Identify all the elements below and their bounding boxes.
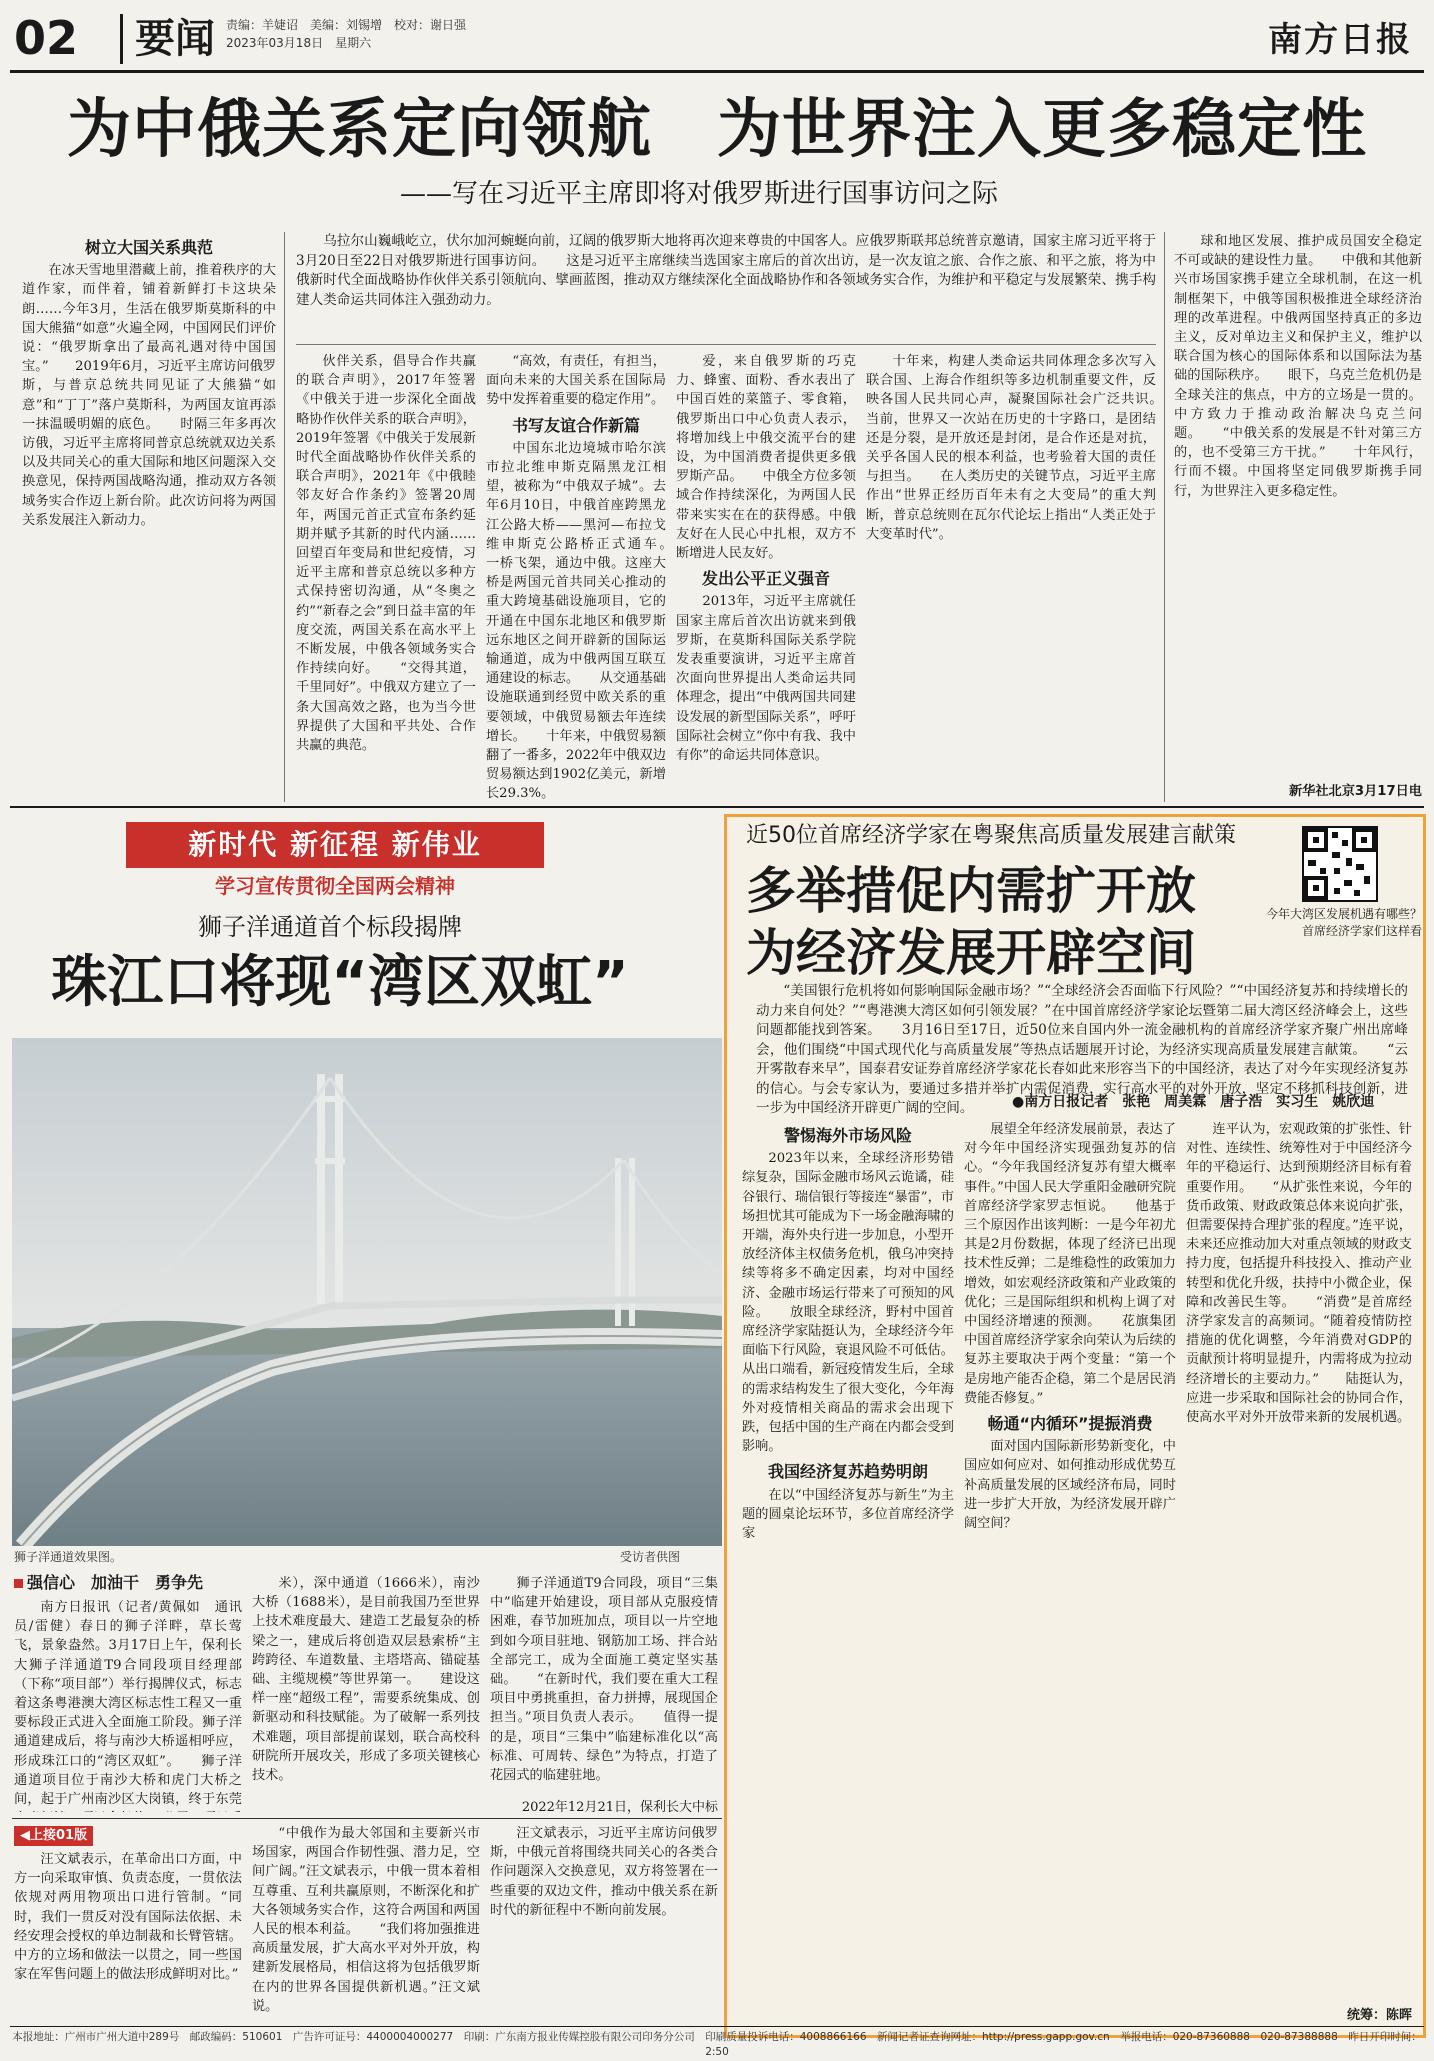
econ-title xyxy=(746,860,1286,984)
bridge-kicker: 狮子洋通道首个标段揭牌 xyxy=(198,913,462,941)
lead-col-4 xyxy=(676,352,856,802)
jump-label[interactable]: ◀上接01版 xyxy=(14,1826,93,1846)
divider xyxy=(1164,232,1165,802)
qr-code-icon[interactable] xyxy=(1302,826,1378,902)
econ-col1-heading: 警惕海外市场风险 xyxy=(783,1126,912,1145)
editor-line: 责编：羊婕诏 美编：刘锡增 校对：谢日强 xyxy=(226,18,467,32)
story-tagline-text: 强信心 加油干 勇争先 xyxy=(27,1573,204,1592)
lead-col4-body: 2013年，习近平主席就任国家主席后首次出访就来到俄罗斯，在莫斯科国际关系学院发表重要演讲，习近平主席首次面向世界提出人类命运共同体理念，提出“中俄两国共同建设发展的新型国际关系”，呼吁国际社会树立“你中有我、我中有你”的命运共同体意识。 xyxy=(676,594,856,764)
lead-col6-text: 球和地区发展、推护成员国安全稳定不可或缺的建设性力量。 中俄和其他新兴市场国家携手建立全球机制，在这一机制框架下，中俄等国积极推进全球经济治理的改革进程。中俄两国坚持真正的多边主义，反对单边主义和保护主义，维护以联合国为核心的国际体系和以国际法为基础的国际秩序。 眼下，乌克兰危机仍是全球关注的焦点，中方的立场是一贯的。中方致力于推动政治解决乌克兰问题。 “中俄关系的发展是不针对第三方的，也不受第三方干扰。” 十年风行，行而不辍。中国将坚定同俄罗斯携手同行，为世界注入更多稳定性。 xyxy=(1174,234,1422,499)
bridge-col1-text: 南方日报讯（记者/黄佩如 通讯员/雷健）春日的狮子洋畔，草长莺飞，景象盎然。3月17日上午，保利长大狮子洋通道T9合同段项目经理部（下称“项目部”）举行揭牌仪式，标志着这条粤港澳大湾区标志性工程又一重要标段正式进入全面施工阶段。狮子洋通道建成后，将与南沙大桥遥相呼应，形成珠江口的“湾区双虹”。 狮子洋通道项目位于南沙大桥和虎门大桥之间，起于广州南沙区大岗镇，终于东莞 xyxy=(14,1600,242,1808)
econ-col2b-text: 面对国内国际新形势新变化，中国应如何应对、如何推动形成优势互补高质量发展的区域经济布局，同时进一步扩大开放，为经济发展开辟广阔空间？ xyxy=(964,1439,1176,1532)
lead-col5-text: 十年来，构建人类命运共同体理念多次写入联合国、上海合作组织等多边机制重要文件，反映各国人民共同心声，凝聚国际社会广泛共识。 当前，世界又一次站在历史的十字路口，是团结还是分裂，是开放还是封闭，是合作还是对抗，关乎各国人民的根本利益，也考验着大国的责任与担当。 在人类历史的关键节点，习近平主席作出“世界正经历百年未有之大变局”的重大判断，普京总统则在瓦尔代论坛上指出“人类正处于大变革时代”。 xyxy=(866,354,1156,542)
lead-col4-text: 爱，来自俄罗斯的巧克力、蜂蜜、面粉、香水表出了中国百姓的菜篮子、零食箱，俄罗斯出口中心负责人表示，将增加线上中俄交流平台的建设，为中国消费者提供更多俄罗斯产品。 中俄全方位多领域合作持续深化，为两国人民带来实实在在的获得感。中俄友好在人民心中扎根，双方不断增进人民友好。 xyxy=(676,354,856,562)
divider xyxy=(12,1818,722,1819)
bridge-col3-sign: 2022年12月21日，保利长大中标 xyxy=(521,1800,718,1815)
bridge-title: 珠江口将现“湾区双虹” xyxy=(51,950,629,1015)
section-rule xyxy=(10,806,1424,808)
lead-intro-text: 乌拉尔山巍峨屹立，伏尔加河蜿蜒向前，辽阔的俄罗斯大地将再次迎来尊贵的中国客人。应俄罗斯联邦总统普京邀请，国家主席习近平将于3月20日至22日对俄罗斯进行国事访问。 这是习近平主席继续当选国家主席后的首次出访，是一次友谊之旅、合作之旅、和平之旅，将为中俄新时代全面战略协作伙伴关系引领航向、擘画蓝图，推动双方继续深化全面战略协作和各领域务实合作，为维护和平稳定与发展繁荣、携手构建人类命运共同体注入强劲动力。 xyxy=(296,233,1156,308)
bullet-square-icon xyxy=(14,1579,23,1588)
econ-col2b-heading: 畅通“内循环”提振消费 xyxy=(987,1414,1153,1434)
lead-signoff: 新华社北京3月17日电 xyxy=(1288,784,1422,799)
econ-title-line1: 多举措促内需扩开放 xyxy=(746,862,1196,920)
econ-title-line2: 为经济发展开辟空间 xyxy=(746,924,1196,982)
econ-col1-text: 2023年以来，全球经济形势错综复杂，国际金融市场风云诡谲，硅谷银行、瑞信银行等接连“暴雷”，市场担忧其可能成为下一场金融海啸的开端，海外央行进一步加息，小型开放经济体主权债务危机，俄乌冲突持续等将多不确定因素，均对中国经济、金融市场运行带来了可预知的风险。 放眼全球经济，野村中国首席经济学家陆挺认为，全球经济今年面临下行风险，衰退风险不可低估。从出口端看，新冠疫情发生后，全球的需求结构发生了很大变化，今年海外对疫情相关商品的需求会出现下跌，包括中国的生产商在内都会受到影响。 xyxy=(742,1151,954,1455)
lead-intro xyxy=(296,232,1156,340)
econ-col3-text: 连平认为，宏观政策的扩张性、针对性、连续性、统筹性对于中国经济今年的平稳运行、达到预期经济目标有着重要作用。 “从扩张性来说，今年的货币政策、财政政策总体来说向扩张，但需要保持合理扩张的程度。”连平说，未来还应推动加大对重点领域的财政支持力度，包括提升科技投入、推动产业转型和优化升级，扶持中小微企业，保障和改善民生等。 “消费”是首席经济学家发言的高频词。“随着疫情防控措施的优化调整，今年消费对GDP的贡献预计将明显提升，内需将成为拉动经济增长的主要动力。” 陆挺认为，应进一步采取和国际社会的协同合作，使高水平对外开放带来新的发展机遇。 xyxy=(1186,1122,1412,1426)
econ-editor: 统筹：陈晖 xyxy=(1346,2008,1412,2023)
bridge-col-1 xyxy=(14,1598,242,1812)
jump-col-1 xyxy=(14,1824,242,2024)
story-tagline xyxy=(14,1572,203,1594)
qr-caption xyxy=(1254,906,1422,940)
econ-byline: ●南方日报记者 张艳 周美霖 唐子浩 实习生 姚欣迪 xyxy=(1012,1094,1375,1110)
jump-col3-text: 汪文斌表示，习近平主席访问俄罗斯，中俄元首将围绕共同关心的各类合作问题深入交换意见，双方将签署在一些重要的双边文件，推动中俄关系在新时代的新征程中不断向前发展。 xyxy=(490,1826,718,1918)
lead-col2-text: 伙伴关系，倡导合作共赢的联合声明》，2017年签署《中俄关于进一步深化全面战略协作伙伴关系的联合声明》，2019年签署《中俄关于发展新时代全面战略协作伙伴关系的联合声明》，2021年《中俄睦邻友好合作条约》签署20周年，两国元首正式宣布条约延期并赋予其新的时代内涵…… 回望百年变局和世纪疫情，习近平主席和普京总统以多种方式保持密切沟通，从“冬奥之约”“新春之会”到日益丰富的年度交流，两国关系在高水平上不断发展，中俄各领域务实合作持续向好。 “交得其道，千里同好”。中俄双方建立了一条大国高效之路，也为当今世界提供了大国和平共处、合作共赢的典范。 xyxy=(296,354,476,754)
econ-col1b-heading: 我国经济复苏趋势明朗 xyxy=(767,1462,928,1482)
bridge-col-2 xyxy=(252,1574,480,1812)
econ-col-1 xyxy=(742,1120,954,2026)
lead-col-2 xyxy=(296,352,476,802)
lead-col-1 xyxy=(22,232,276,802)
lead-col4-heading: 发出公平正义强音 xyxy=(701,569,830,589)
econ-kicker: 近50位首席经济学家在粤聚焦高质量发展建言献策 xyxy=(746,823,1236,848)
lead-col-3 xyxy=(486,352,666,802)
photo-caption: 狮子洋通道效果图。 xyxy=(14,1550,123,1564)
masthead-meta xyxy=(226,16,466,52)
lead-col1-text: 在冰天雪地里潜藏上前，推着秩序的大道作家，而伴着，铺着新鲜打卡这块朵朗……今年3月，生活在俄罗斯莫斯科的中国大熊猫“如意”火遍全网，中国网民们评价说：“俄罗斯拿出了最高礼遇对待中国国宝。” 2019年6月，习近平主席访问俄罗斯，与普京总统共同见证了大熊猫“如意”和“丁丁”落户莫斯科，为两国友谊再添一抹温暖明媚的底色。 时隔三年多再次访俄，习近平主席将同普京总统就双边关系以及共同关心的重大国际和地区问题深入交换意见，保持两国战略沟通，推动双方各领域务实合作迈上新台阶。此次访问将为两国关系发展注入新动力。 xyxy=(22,263,276,528)
econ-col2-text: 展望全年经济发展前景，表达了对今年中国经济实现强劲复苏的信心。“今年我国经济复苏有望大概率事件。”中国人民大学重阳金融研究院首席经济学家罗志恒说。 他基于三个原因作出该判断：一是今年初尤其是2月份数据，体现了经济已出现技术性反弹；二是维稳性的政策加力增效，如宏观经济政策和产业政策的优化；三是国际组织和机构上调了对中国经济增速的预测。 花旗集团中国首席经济学家余向荣认为后续的复苏主要取决于两个变量：“第一个是房地产能否企稳，第二个是居民消费能否修复。” xyxy=(964,1122,1176,1406)
newspaper-logo: 南方日报 xyxy=(1268,20,1412,60)
divider xyxy=(284,232,285,802)
bridge-illustration xyxy=(12,1038,722,1546)
bridge-col2-text: 米），深中通道（1666米），南沙大桥（1688米），是目前我国乃至世界上技术难度最大、建造工艺最复杂的桥梁之一，建成后将创造双层悬索桥“主跨跨径、车道数量、主塔塔高、锚碇基础、主缆规模”等世界第一。 建设这样一座“超级工程”，需要系统集成、创新驱动和科技赋能。为了破解一系列技术难题，项目部提前谋划，联合高校科研院所开展攻关，形成了多项关键核心技术。 xyxy=(252,1576,480,1784)
jump-col1-text: 汪文斌表示，在革命出口方面，中方一向采取审慎、负责态度，一贯依法依规对两用物项出口进行管制。“同时，我们一贯反对没有国际法依据、未经安理会授权的单边制裁和长臂管辖。中方的立场和做法一以贯之，同一些国家在军售问题上的做法形成鲜明对比。” xyxy=(14,1852,242,1983)
jump-col-3 xyxy=(490,1824,718,2024)
footer-rule xyxy=(10,2026,1424,2027)
bridge-rendering-image xyxy=(12,1038,722,1546)
lead-subheadline: ——写在习近平主席即将对俄罗斯进行国事访问之际 xyxy=(400,179,999,209)
photo-credit: 受访者供图 xyxy=(620,1550,681,1564)
jump-col-2 xyxy=(252,1824,480,2024)
lead-col3-text: “高效，有责任，有担当，面向未来的大国关系在国际局势中发挥着重要的稳定作用”。 xyxy=(486,354,666,408)
econ-col-3 xyxy=(1186,1120,1412,2000)
econ-col1b-text: 在以“中国经济复苏与新生”为主题的圆桌论坛环节，多位首席经济学家 xyxy=(742,1487,954,1542)
lead-col-5 xyxy=(866,352,1156,802)
qr-caption-2: 首席经济学家们这样看 xyxy=(1301,924,1422,938)
campaign-banner-sub: 学习宣传贯彻全国两会精神 xyxy=(215,874,455,898)
footer xyxy=(12,2030,1422,2061)
date-line: 2023年03月18日 星期六 xyxy=(226,36,372,50)
qr-caption-1: 今年大湾区发展机遇有哪些？ xyxy=(1265,907,1422,921)
divider xyxy=(296,344,1156,345)
lead-col3-body: 中国东北边境城市哈尔滨市拉北维申斯克隔黑龙江相望，被称为“中俄双子城”。去年6月10日，中俄首座跨黑龙江公路大桥——黑河—布拉戈维申斯克公路桥正式通车。 一桥飞架，通边中俄。这座大桥是两国元首共同关心推动的重大跨境基础设施项目，它的开通在中国东北地区和俄罗斯远东地区之间开辟新的国际运输通道，成为中俄两国互联互通建设的标志。 从交通基础设施联通到经贸中欧关系的重要领域，中俄贸易额去年连续增长。 十年来，中俄贸易额翻了一番多，2022年中俄双边贸易额达到1902亿美元，新增长29.3%。 xyxy=(486,440,666,802)
jump-col2-text: “中俄作为最大邻国和主要新兴市场国家，两国合作韧性强、潜力足，空间广阔。”汪文斌表示，中俄一贯本着相互尊重、互利共赢原则，不断深化和扩大各领域务实合作，这符合两国和两国人民的根本利益。 “我们将加强推进高质量发展，扩大高水平对外开放，构建新发展格局，相信这将为包括俄罗斯在内的世界各国提供新机遇。”汪文斌说。 xyxy=(252,1826,480,2014)
econ-col-2 xyxy=(964,1120,1176,2026)
section-name: 要闻 xyxy=(120,14,215,64)
campaign-banner: 新时代 新征程 新伟业 xyxy=(126,822,544,868)
bridge-col-3 xyxy=(490,1574,718,1794)
bridge-col3-text: 狮子洋通道T9合同段，项目“三集中”临建开始建设，项目部从克服疫情困难，春节加班加点，项目以一片空地到如今项目驻地、钢筋加工场、拌合站全部完工，成为全面施工奠定坚实基础。 “在新时代，我们要在重大工程项目中勇挑重担，奋力拼搏，展现国企担当。”项目负责人表示。 值得一提的是，项目“三集中”临建标准化以“高标准、可周转、绿色”为特点，打造了花园式的临建驻地。 xyxy=(490,1576,718,1784)
masthead-rule xyxy=(10,70,1424,73)
lead-col3-heading: 书写友谊合作新篇 xyxy=(511,415,640,435)
econ-lead-text: “美国银行危机将如何影响国际金融市场？”“全球经济会否面临下行风险？”“中国经济复苏和持续增长的动力来自何处？”“粤港澳大湾区如何引领发展？”在中国首席经济学家论坛暨第二届大湾区经济峰会上，这些问题都能找到答案。 3月16日至17日，近50位来自国内外一流金融机构的首席经济学家齐聚广州出席峰会，他们围绕“中国式现代化与高质量发展”等热点话题展开讨论，为经济实现高质量发展建言献策。 “云开雾散春来早”，国泰君安证券首席经济学家花长春如此来形容当下的中国经济，表达了对今年实现经济复苏的信心。与会专家认为，要通过多措并举扩内需促消费，实行高水平的对外开放，坚定不移抓科技创新，进一步为中国经济开辟更广阔的空间。 xyxy=(756,983,1408,1116)
footer-line-1: 本报地址：广州市广州大道中289号 邮政编码：510601 广告许可证号：4400004000277 印刷：广东南方报业传媒控股有限公司印务分公司 印刷质量投诉电话：4008866166 新闻记者证查询网址：http://press.gapp.gov.cn 举报电话：020-87360888 020-87388888 昨日开印时间：2:50 xyxy=(12,2031,1422,2058)
lead-col1-heading: 树立大国关系典范 xyxy=(84,238,213,257)
lead-col-6 xyxy=(1174,232,1422,776)
lead-headline: 为中俄关系定向领航 为世界注入更多稳定性 xyxy=(67,93,1367,167)
page-number: 02 xyxy=(14,11,79,65)
